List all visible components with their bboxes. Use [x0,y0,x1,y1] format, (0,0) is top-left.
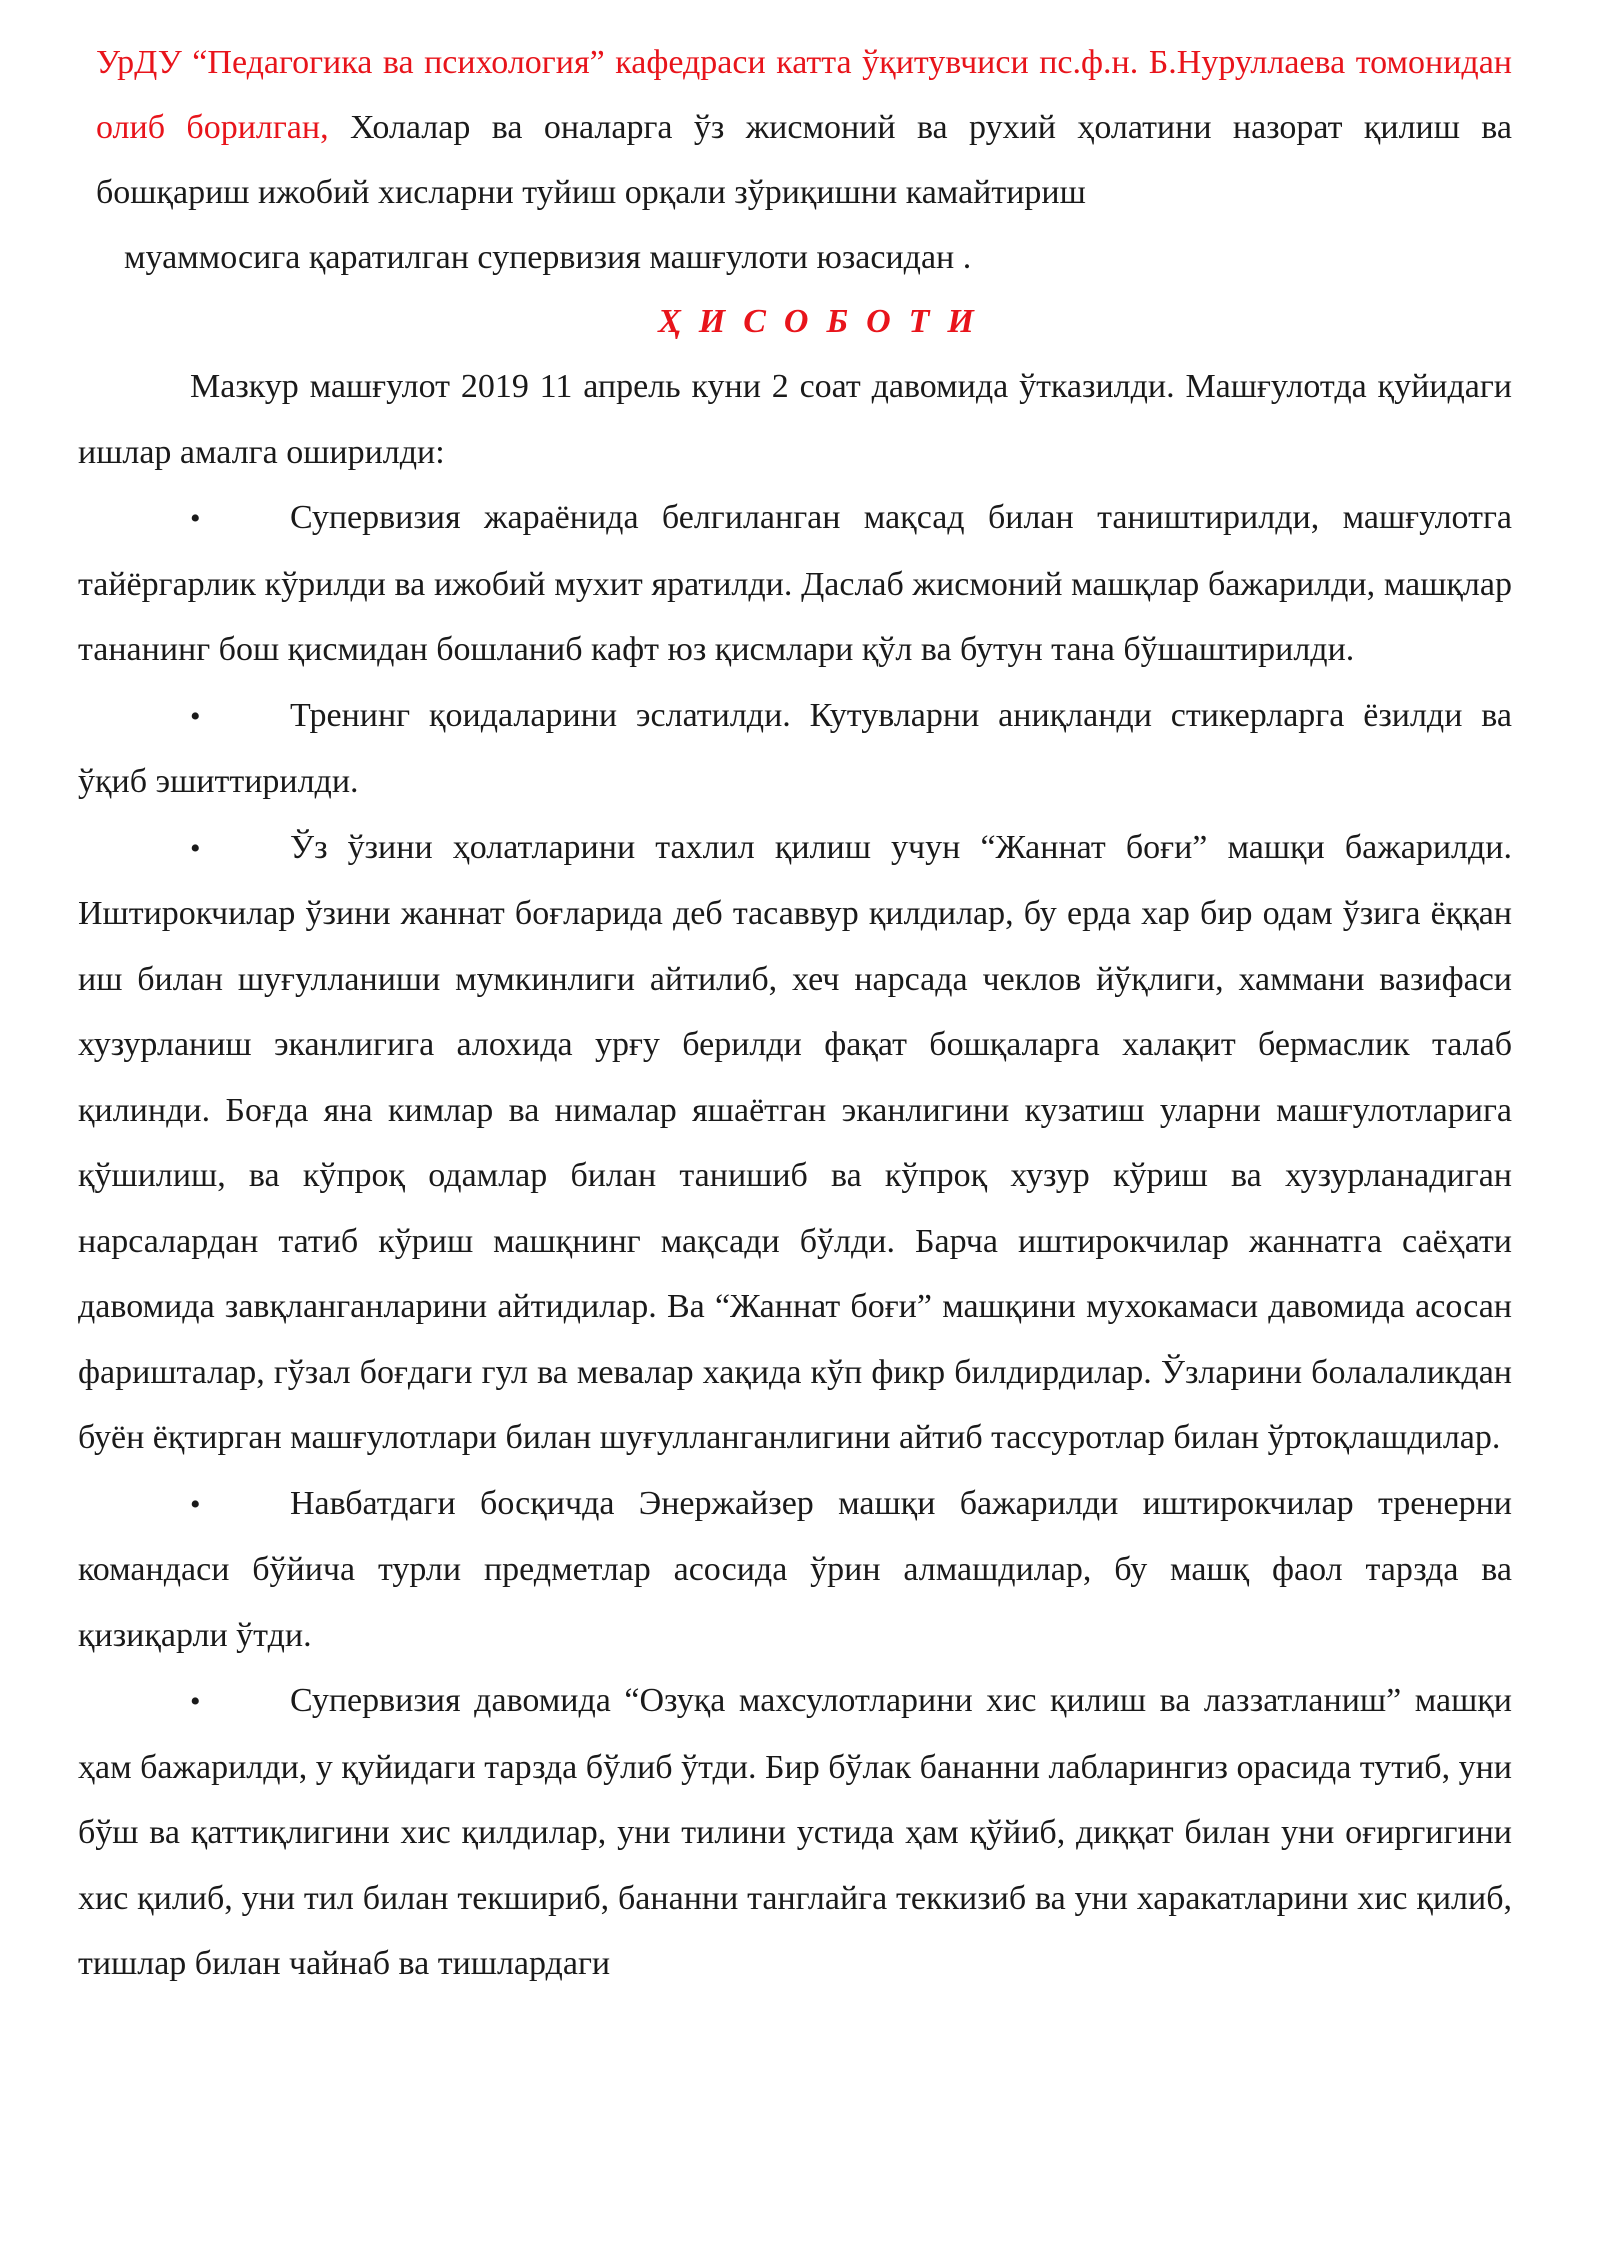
intro-paragraph: Мазкур машғулот 2019 11 апрель куни 2 соат давомида ўтказилди. Машғулотда қуйидаги ишлар амалга оширилди: [78,368,1512,471]
list-item-text: Навбатдаги босқичда Энержайзер машқи бажарилди иштирокчилар тренерни командаси бўйича турли предметлар асосида ўрин алмашдилар, бу машқ фаол тарзда ва қизиқарли ўтди. [78,1484,1512,1654]
list-item-text: Тренинг қоидаларини эслатилди. Кутувларни аниқланди стикерларга ёзилди ва ўқиб эшиттирилди. [78,696,1512,800]
bullet-icon: • [190,1685,201,1718]
list-item [78,815,1512,1471]
list-item [78,1471,1512,1669]
header-topic-tail: муаммосига қаратилган супервизия машғулоти юзасидан . [124,239,972,276]
bullet-icon: • [190,1487,201,1521]
report-header [78,30,1512,290]
list-item-text: Супервизия жараёнида белгиланган мақсад билан таништирилди, машғулотга тайёргарлик кўрилди ва ижобий мухит яратилди. Даслаб жисмоний машқлар бажарилди, машқлар тананинг бош қисмидан бошланиб кафт юз қисмлари қўл ва бутун тана бўшаштирилди. [78,499,1512,668]
bullet-icon: • [190,831,201,865]
header-topic: Холалар ва оналарга ўз жисмоний ва рухий ҳолатини назорат қилиш ва бошқариш ижобий хисларни туйиш орқали зўриқишни камайтириш [96,109,1513,211]
list-item-text: Ўз ўзини ҳолатларини тахлил қилиш учун “Жаннат боғи” машқи бажарилди. Иштирокчилар ўзини жаннат боғларида деб тасаввур қилдилар, бу ерда хар бир одам ўзига ёққан иш билан шуғулланиши мумкинлиги айтилиб, хеч нарсада чеклов йўқлиги, хаммани вазифаси хузурланиш эканлигига алохида урғу берилди фақат бошқаларга халақит бермаслик талаб қилинди. Боғда яна кимлар ва нималар яшаётган эканлигини кузатиш уларни машғулотларига қўшилиш, ва кўпроқ одамлар билан танишиб ва кўпроқ хузур кўриш ва хузурланадиган нарсалардан татиб кўриш машқнинг мақсади бўлди. Барча иштирокчилар жаннатга саёҳати давомида завқланганларини айтидилар. Ва “Жаннат боғи” машқини мухокамаси давомида асосан фаришталар, гўзал боғдаги гул ва мевалар хақида кўп фикр билдирдилар. Ўзларини болалаликдан буён ёқтирган машғулотлари билан шуғулланганлигини айтиб тассуротлар билан ўртоқлашдилар. [78,828,1512,1456]
bullet-icon: • [190,502,201,535]
list-item-text: Супервизия давомида “Озуқа махсулотларини хис қилиш ва лаззатланиш” машқи ҳам бажарилди, у қуйидаги тарзда бўлиб ўтди. Бир бўлак бананни лабларингиз орасида тутиб, уни бўш ва қаттиқлигини хис қилдилар, уни тилини устида ҳам қўйиб, диққат билан уни оғиргигини хис қилиб, уни тил билан текшириб, бананни танглайга теккизиб ва уни харакатларини хис қилиб, тишлар билан чайнаб ва тишлардаги [78,1682,1512,1982]
list-item [78,485,1512,683]
list-item [78,1668,1512,1997]
header-author-line: УрДУ “Педагогика ва психология” кафедраси катта ўқитувчиси пс.ф.н. Б.Нуруллаева томонидан олиб борилган, [96,44,1512,146]
report-title: ҲИСОБОТИ [658,303,992,340]
bullet-icon: • [190,699,201,733]
list-item [78,683,1512,815]
